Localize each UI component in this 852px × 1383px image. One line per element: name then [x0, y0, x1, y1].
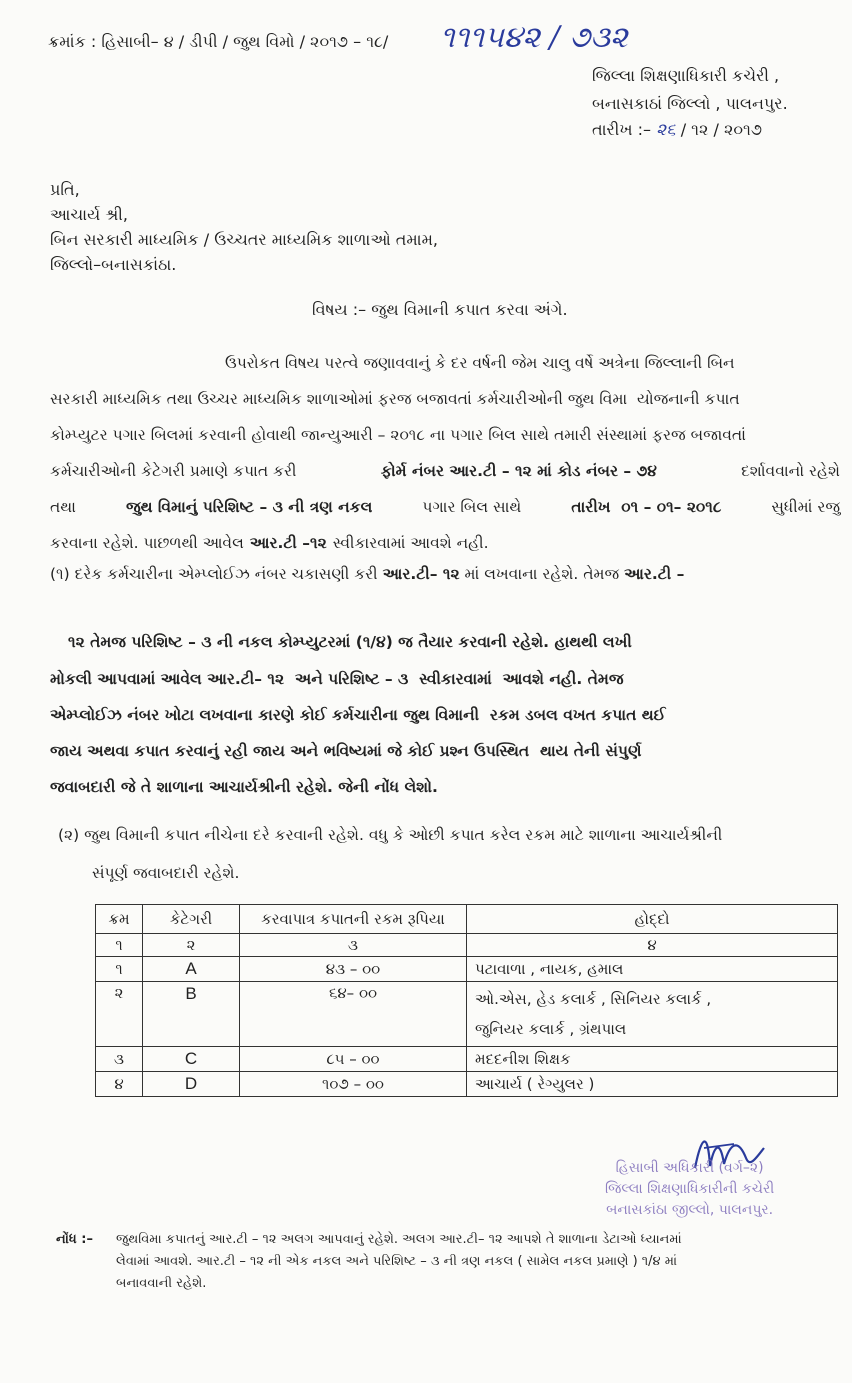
text: કરવાના રહેશે. પાછળથી આવેલ	[50, 534, 244, 552]
text: સુધીમાં રજુ	[771, 498, 840, 516]
addressee-schools: બિન સરકારી માધ્યમિક / ઉચ્ચતર માધ્યમિક શાળાઓ તમામ,	[50, 230, 438, 249]
header-post: હોદ્દો	[467, 905, 838, 934]
cell-category: A	[143, 957, 240, 982]
paragraph-line	[50, 390, 840, 409]
handwritten-reference: ૧૧૧૫૪૨ / ૭૩૨	[440, 20, 628, 55]
note-label: નોંધ :–	[56, 1232, 93, 1247]
header-category: કેટેગરી	[143, 905, 240, 934]
table-header-row	[96, 905, 838, 934]
date-rest: / ૧૨ / ૨૦૧૭	[680, 120, 762, 139]
instruction-item-2-cont: સંપૂર્ણ જવાબદારી રહેશે.	[92, 864, 240, 882]
text: કર્મચારીઓની કેટેગરી પ્રમાણે કપાત કરી	[50, 462, 297, 480]
rt12-text: આર.ટી –૧૨	[249, 534, 327, 552]
text: માં લખવાના રહેશે. તેમજ	[464, 565, 620, 583]
form-code-text: ફોર્મ નંબર આર.ટી – ૧૨ માં કોડ નંબર – ૭૪	[380, 462, 657, 480]
text: ઉપરોકત વિષય પરત્વે જણાવવાનું કે દર વર્ષની જેમ ચાલુ વર્ષે અત્રેના જિલ્લાની બિન	[225, 354, 735, 372]
text: ૧૨ તેમજ પરિશિષ્ટ – ૩ ની નકલ કોમ્પ્યુટરમાં (૧/૪) જ તૈયાર કરવાની રહેશે. હાથથી લખી	[68, 633, 632, 651]
cell: ૧	[96, 934, 143, 957]
paragraph-line	[50, 534, 840, 553]
text: તથા	[50, 498, 76, 516]
subject-line: વિષય :– જુથ વિમાની કપાત કરવા અંગે.	[312, 300, 568, 319]
item-line	[50, 706, 840, 725]
stamp-line: હિસાબી અધિકારી (વર્ગ–૨)	[615, 1160, 764, 1176]
text: પગાર બિલ સાથે	[422, 498, 522, 516]
post-line: જુનિયર કલાર્ક , ગ્રંથપાલ	[475, 1020, 627, 1038]
note-line: બનાવવાની રહેશે.	[116, 1276, 207, 1291]
note-line: લેવામાં આવશે. આર.ટી – ૧૨ ની એક નકલ અને પરિશિષ્ટ – ૩ ની ત્રણ નકલ ( સામેલ નકલ પ્રમાણે ) ૧/૪ માં	[116, 1254, 678, 1269]
rt12-text: આર.ટી– ૧૨	[382, 565, 460, 583]
text: જવાબદારી જે તે શાળાના આચાર્યશ્રીની રહેશે. જેની નોંધ લેશો.	[50, 778, 438, 796]
text: કોમ્પ્યુટર પગાર બિલમાં કરવાની હોવાથી જાન્યુઆરી – ૨૦૧૮ ના પગાર બિલ સાથે તમારી સંસ્થામાં ફરજ બજાવતાં	[50, 426, 746, 444]
instruction-item-2: (૨) જુથ વિમાની કપાત નીચેના દરે કરવાની રહેશે. વધુ કે ઓછી કપાત કરેલ રકમ માટે શાળાના આચાર્યશ્રીની	[58, 826, 723, 844]
text: સરકારી માધ્યમિક તથા ઉચ્ચર માધ્યમિક શાળાઓમાં ફરજ બજાવતાં કર્મચારીઓની જુથ વિમા યોજનાની કપાત	[50, 390, 740, 408]
post-line: ઓ.એસ, હેડ કલાર્ક , સિનિયર કલાર્ક ,	[475, 990, 712, 1008]
handwritten-day: ૨૬	[656, 120, 676, 140]
cell-amount: ૪૩ – ૦૦	[240, 957, 467, 982]
table-index-row	[96, 934, 838, 957]
cell-amount: ૧૦૭ – ૦૦	[240, 1072, 467, 1097]
text: જાય અથવા કપાત કરવાનું રહી જાય અને ભવિષ્યમાં જે કોઈ પ્રશ્ન ઉપસ્થિત થાય તેની સંપુર્ણ	[50, 742, 642, 760]
cell-sr: ૧	[96, 957, 143, 982]
cell-post	[467, 982, 838, 1047]
item-line	[50, 742, 840, 761]
cell-sr: ૩	[96, 1047, 143, 1072]
cell-category: B	[143, 982, 240, 1047]
cell-post: આચાર્ય ( રેગ્યુલર )	[467, 1072, 838, 1097]
addressee-principal: આચાર્ય શ્રી,	[50, 205, 128, 224]
item-line	[50, 565, 840, 584]
cell-category: C	[143, 1047, 240, 1072]
cell-post: પટાવાળા , નાયક, હમાલ	[467, 957, 838, 982]
deduction-rate-table	[95, 904, 838, 1097]
stamp-line: જિલ્લા શિક્ષણાધિકારીની કચેરી	[605, 1181, 775, 1197]
office-address: બનાસકાઠાં જિલ્લો , પાલનપુર.	[592, 94, 788, 113]
cell-sr: ૪	[96, 1072, 143, 1097]
text: (૧) દરેક કર્મચારીના એમ્પ્લોઈઝ નંબર ચકાસણી કરી	[50, 565, 378, 583]
cell-sr: ૨	[96, 982, 143, 1047]
cell-category: D	[143, 1072, 240, 1097]
text: મોકલી આપવામાં આવેલ આર.ટી– ૧૨ અને પરિશિષ્ટ – ૩ સ્વીકારવામાં આવશે નહી. તેમજ	[50, 670, 624, 688]
annexure-text: જુથ વિમાનું પરિશિષ્ટ – ૩ ની ત્રણ નકલ	[125, 498, 373, 516]
cell-amount: ૬૪– ૦૦	[240, 982, 467, 1047]
note-line: જુથવિમા કપાતનું આર.ટી – ૧૨ અલગ આપવાનું રહેશે. અલગ આર.ટી– ૧૨ આપશે તે શાળાના ડેટાઓ ધ્યાનમાં	[116, 1232, 682, 1247]
rt-text: આર.ટી –	[624, 565, 685, 583]
stamp-line: બનાસકાંઠા જીલ્લો, પાલનપુર.	[606, 1202, 774, 1218]
table-row	[96, 1072, 838, 1097]
paragraph-line	[50, 426, 840, 445]
date-label: તારીખ :–	[592, 120, 652, 139]
table-row	[96, 957, 838, 982]
text: એમ્પ્લોઈઝ નંબર ખોટા લખવાના કારણે કોઈ કર્મચારીના જુથ વિમાની રકમ ડબલ વખત કપાત થઈ	[50, 706, 666, 724]
addressee-district: જિલ્લો–બનાસકાંઠા.	[50, 255, 177, 274]
officer-stamp	[605, 1158, 774, 1221]
paragraph-line	[50, 498, 840, 517]
item-line	[50, 633, 840, 652]
header-amount: કરવાપાત્ર કપાતની રકમ રૂપિયા	[240, 905, 467, 934]
cell: ૩	[240, 934, 467, 957]
cell-amount: ૮૫ – ૦૦	[240, 1047, 467, 1072]
paragraph-line	[50, 354, 840, 373]
letter-date	[592, 120, 762, 140]
item-line	[50, 670, 840, 689]
cell-post: મદદનીશ શિક્ષક	[467, 1047, 838, 1072]
table-row	[96, 982, 838, 1047]
paragraph-line	[50, 462, 840, 481]
item-line	[50, 778, 840, 797]
reference-number: ક્રમાંક : હિસાબી– ૪ / ડીપી / જુથ વિમો / ૨૦૧૭ – ૧૮/	[48, 32, 389, 51]
addressee-prati: પ્રતિ,	[50, 180, 80, 199]
text: સ્વીકારવામાં આવશે નહી.	[332, 534, 489, 552]
cell: ૨	[143, 934, 240, 957]
text: દર્શાવવાનો રહેશે	[741, 462, 840, 480]
cell: ૪	[467, 934, 838, 957]
table-row	[96, 1047, 838, 1072]
deadline-date: તારીખ ૦૧ – ૦૧– ૨૦૧૮	[571, 498, 722, 516]
office-name: જિલ્લા શિક્ષણાધિકારી કચેરી ,	[592, 66, 780, 85]
header-sr: ક્રમ	[96, 905, 143, 934]
